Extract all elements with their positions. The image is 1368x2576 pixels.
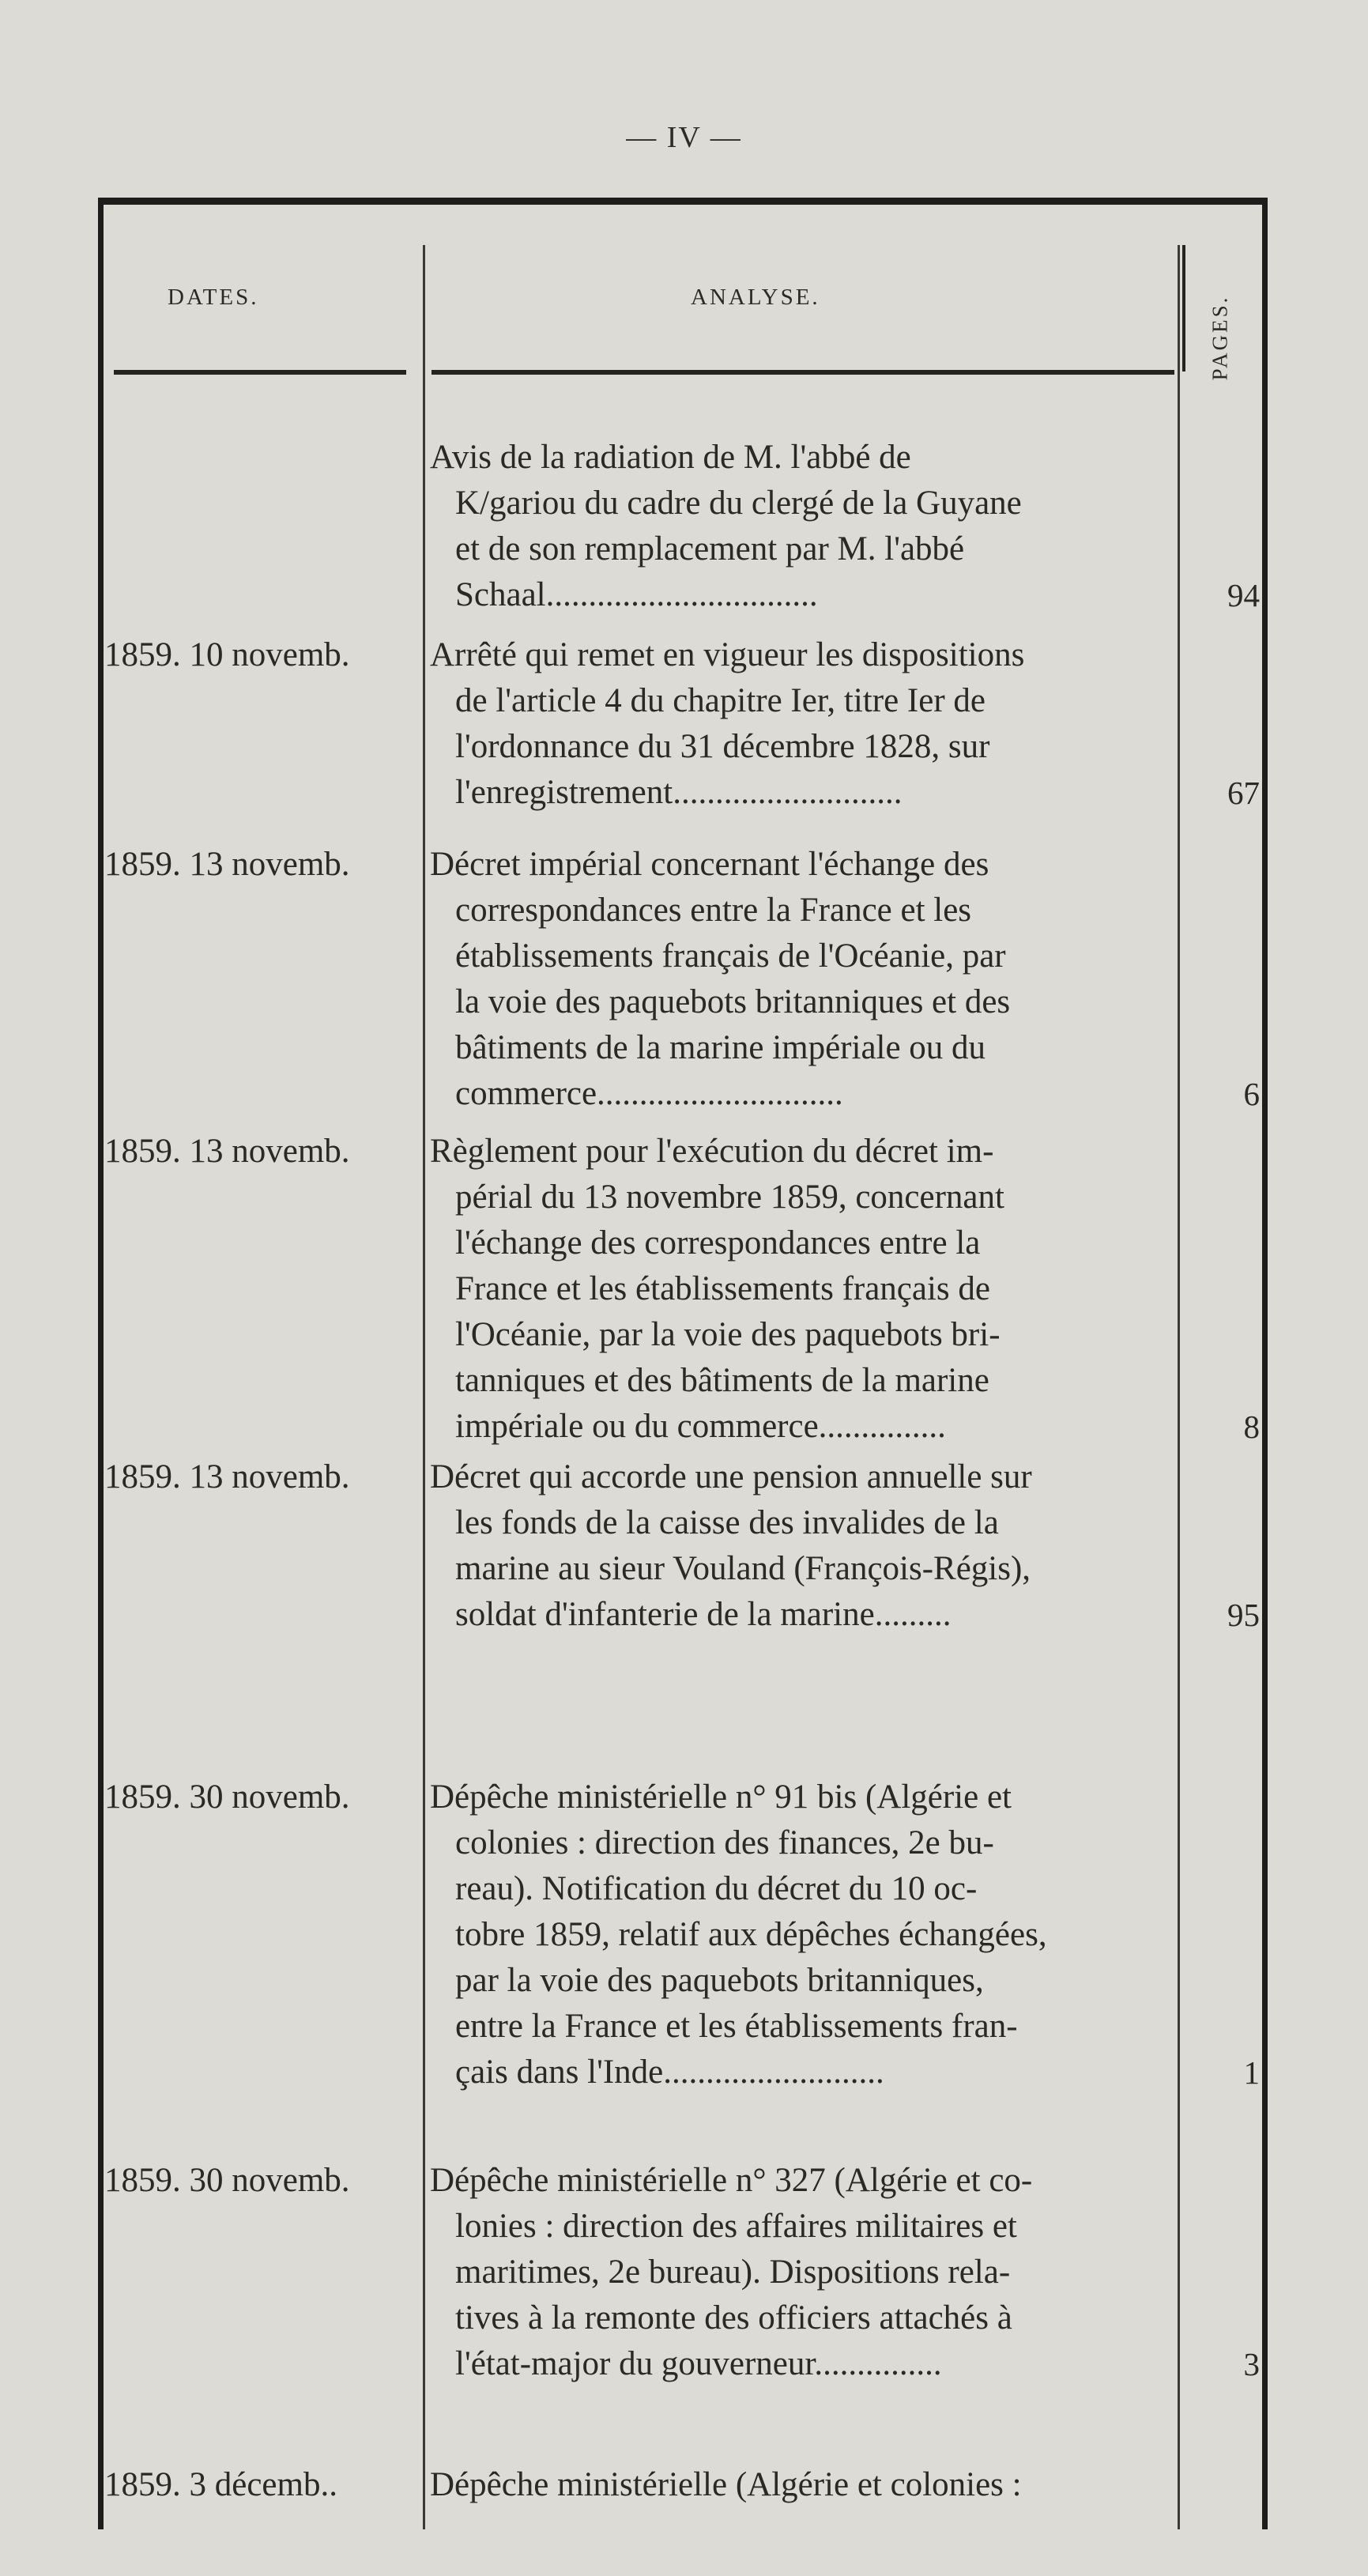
analysis-line: Dépêche ministérielle n° 327 (Algérie et co- [430,2162,1033,2199]
analysis-line: correspondances entre la France et les [455,892,972,929]
entry-date: 1859. 30 novemb. [104,1778,350,1816]
entry-page-number: 94 [1227,577,1260,613]
entry-date: 1859. 3 décemb.. [104,2466,337,2503]
entry-analysis [430,1454,1173,1638]
analysis-line: tanniques et des bâtiments de la marine [455,1362,989,1399]
analysis-line: et de son remplacement par M. l'abbé [455,530,965,568]
table-top-rule [98,198,1262,205]
entry-analysis [430,632,1173,816]
entry-analysis [430,435,1173,618]
analysis-line: maritimes, 2e bureau). Dispositions rela- [455,2254,1011,2291]
analysis-line: France et les établissements français de [455,1270,990,1307]
analysis-line: l'Océanie, par la voie des paquebots bri- [455,1316,1001,1353]
analysis-line: l'enregistrement........................... [455,774,903,811]
entry-date: 1859. 10 novemb. [104,636,350,673]
analysis-line: colonies : direction des finances, 2e bu- [455,1824,994,1861]
table-left-rule [98,198,104,2529]
analysis-line: bâtiments de la marine impériale ou du [455,1029,986,1066]
entry-page-number: 67 [1227,775,1260,811]
entry-page-number: 1 [1243,2054,1260,2091]
entry-analysis [430,1775,1173,2095]
entry-date: 1859. 13 novemb. [104,1133,350,1170]
analysis-line: l'état-major du gouverneur............... [455,2345,942,2382]
analysis-line: marine au sieur Vouland (François-Régis), [455,1550,1031,1587]
table-right-rule [1262,198,1268,2529]
column-separator-pages [1178,245,1180,2529]
header-rule-dates [114,370,406,375]
analysis-line: impériale ou du commerce............... [455,1408,946,1445]
analysis-line: la voie des paquebots britanniques et des [455,983,1011,1020]
analysis-line: Décret impérial concernant l'échange des [430,846,989,883]
analysis-line: Schaal................................ [455,576,818,613]
analysis-line: établissements français de l'Océanie, par [455,937,1006,975]
analysis-line: entre la France et les établissements fran- [455,2008,1018,2045]
analysis-line: Arrêté qui remet en vigueur les dispositions [430,636,1025,673]
column-header-pages: PAGES. [1208,295,1232,381]
analysis-line: Dépêche ministérielle (Algérie et colonies : [430,2466,1022,2503]
analysis-line: reau). Notification du décret du 10 oc- [455,1870,978,1907]
entry-page-number: 3 [1243,2346,1260,2382]
column-separator-dates [423,245,425,2529]
header-rule-pages [1182,245,1185,372]
header-rule-analysis [432,370,1174,375]
column-header-analysis: ANALYSE. [691,285,820,310]
analysis-line: soldat d'infanterie de la marine......... [455,1596,952,1633]
analysis-line: K/gariou du cadre du clergé de la Guyane [455,485,1022,522]
column-header-dates: DATES. [168,285,259,310]
analysis-line: Décret qui accorde une pension annuelle sur [430,1458,1032,1495]
entry-page-number: 8 [1243,1409,1260,1445]
analysis-line: çais dans l'Inde.......................... [455,2054,884,2091]
analysis-line: tobre 1859, relatif aux dépêches échangées, [455,1916,1047,1953]
analysis-line: Avis de la radiation de M. l'abbé de [430,439,911,476]
analysis-line: Règlement pour l'exécution du décret im- [430,1133,994,1170]
analysis-line: l'ordonnance du 31 décembre 1828, sur [455,728,990,765]
analysis-line: les fonds de la caisse des invalides de la [455,1504,999,1541]
analysis-line: commerce............................. [455,1075,843,1112]
entry-page-number: 6 [1243,1076,1260,1112]
analysis-line: périal du 13 novembre 1859, concernant [455,1179,1004,1216]
analysis-line: de l'article 4 du chapitre Ier, titre Ier de [455,682,985,719]
entry-analysis [430,842,1173,1117]
page-number: — IV — [626,121,742,154]
entry-page-number: 95 [1227,1597,1260,1633]
table-frame [98,198,1262,2529]
entry-date: 1859. 13 novemb. [104,1458,350,1495]
entry-analysis [430,2462,1173,2508]
entry-date: 1859. 13 novemb. [104,846,350,883]
entry-analysis [430,2158,1173,2387]
entry-date: 1859. 30 novemb. [104,2162,350,2199]
analysis-line: l'échange des correspondances entre la [455,1224,981,1262]
entry-analysis [430,1129,1173,1450]
analysis-line: tives à la remonte des officiers attachés à [455,2299,1012,2337]
analysis-line: Dépêche ministérielle n° 91 bis (Algérie et [430,1778,1012,1816]
analysis-line: par la voie des paquebots britanniques, [455,1962,984,1999]
analysis-line: lonies : direction des affaires militaires et [455,2208,1017,2245]
